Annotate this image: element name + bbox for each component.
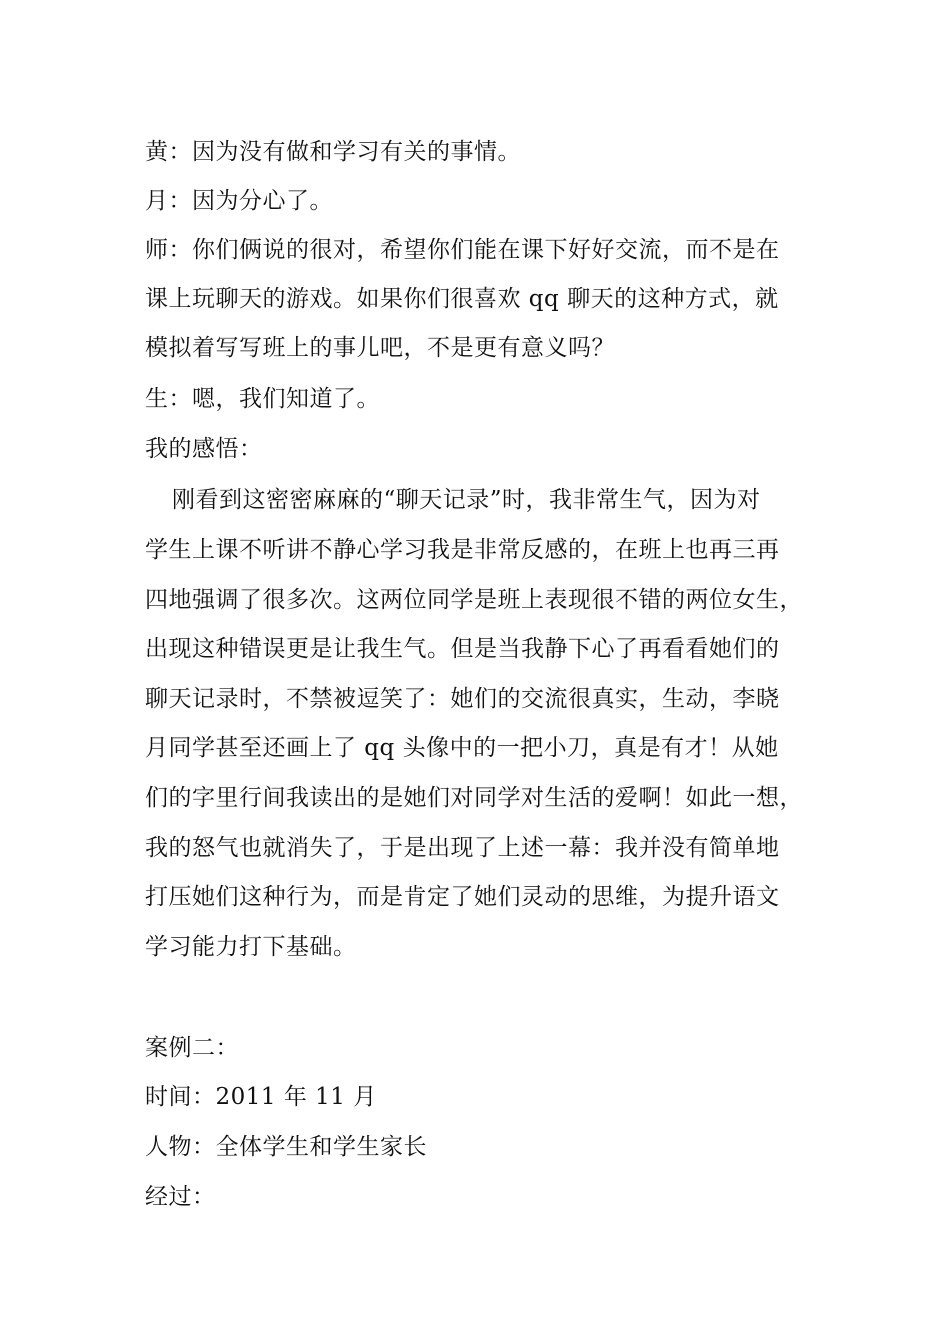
reflection-line: 刚看到这密密麻麻的“聊天记录”时，我非常生气，因为对 [172, 487, 761, 513]
dialogue-line: 黄：因为没有做和学习有关的事情。 [145, 139, 521, 165]
case2-time: 时间：2011 年 11 月 [145, 1084, 377, 1110]
dialogue-line: 月：因为分心了。 [145, 188, 333, 214]
reflection-line: 聊天记录时，不禁被逗笑了：她们的交流很真实，生动，李晓 [145, 686, 780, 712]
dialogue-line: 模拟着写写班上的事儿吧，不是更有意义吗？ [145, 335, 615, 361]
reflection-line: 学生上课不听讲不静心学习我是非常反感的，在班上也再三再 [145, 537, 780, 563]
dialogue-line: 生：嗯，我们知道了。 [145, 386, 380, 412]
reflection-heading: 我的感悟： [145, 436, 263, 462]
dialogue-line: 师：你们俩说的很对，希望你们能在课下好好交流，而不是在 [145, 237, 780, 263]
reflection-line: 打压她们这种行为，而是肯定了她们灵动的思维，为提升语文 [145, 884, 780, 910]
reflection-line: 学习能力打下基础。 [145, 934, 357, 960]
reflection-line: 四地强调了很多次。这两位同学是班上表现很不错的两位女生， [145, 587, 803, 613]
reflection-line: 出现这种错误更是让我生气。但是当我静下心了再看看她们的 [145, 636, 780, 662]
dialogue-line: 课上玩聊天的游戏。如果你们很喜欢 qq 聊天的这种方式，就 [145, 286, 779, 312]
case2-people: 人物：全体学生和学生家长 [145, 1134, 427, 1160]
reflection-line: 月同学甚至还画上了 qq 头像中的一把小刀，真是有才！从她 [145, 735, 779, 761]
reflection-line: 们的字里行间我读出的是她们对同学对生活的爱啊！如此一想， [145, 785, 803, 811]
case2-process: 经过： [145, 1184, 216, 1210]
reflection-line: 我的怒气也就消失了，于是出现了上述一幕：我并没有简单地 [145, 835, 780, 861]
case2-heading: 案例二： [145, 1035, 239, 1061]
